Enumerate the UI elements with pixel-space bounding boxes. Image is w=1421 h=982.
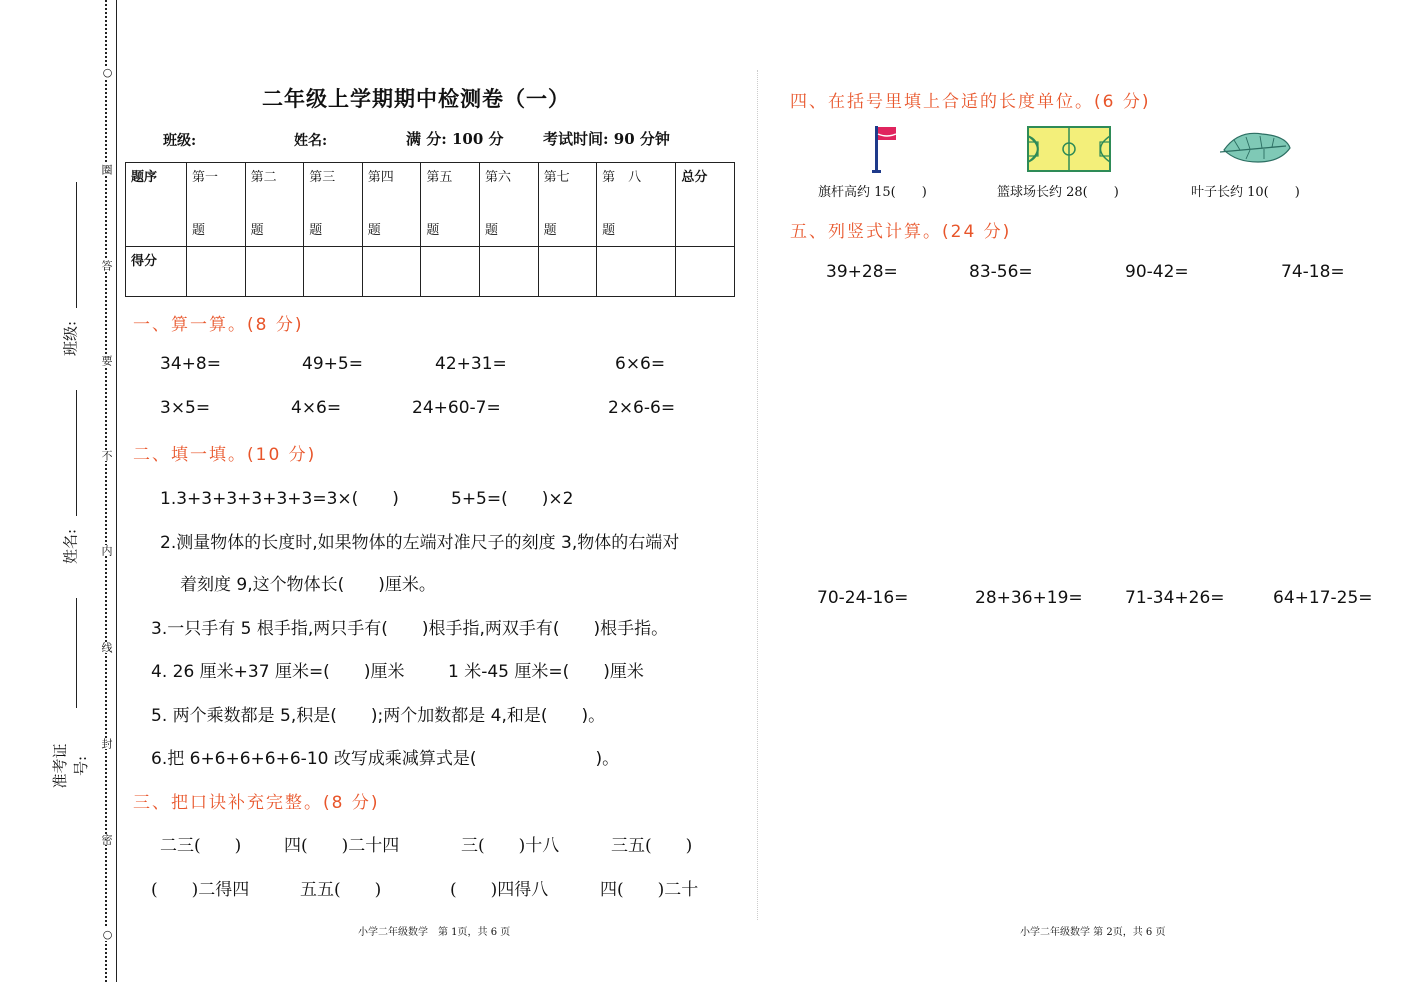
section-title: 四、在括号里填上合适的长度单位。	[790, 92, 1094, 112]
fill-item: 6.把 6+6+6+6+6-10 改写成乘减算式是( )。	[151, 749, 620, 769]
col-bottom: 题	[543, 223, 557, 238]
table-col-8	[597, 163, 676, 247]
col-top: 第一	[192, 170, 219, 185]
section-score: (24 分)	[942, 222, 1012, 242]
exam-id-blank-line[interactable]	[76, 598, 77, 708]
binding-char: 内	[100, 545, 113, 556]
section-3-heading	[133, 788, 379, 813]
page-1-footer: 小学二年级数学 第 1页，共 6 页	[358, 927, 511, 938]
rhyme-item: 五五( )	[300, 880, 382, 900]
col-bottom: 题	[484, 223, 498, 238]
rhyme-item: 四( )二十	[600, 880, 699, 900]
rhyme-item: 三五( )	[611, 836, 693, 856]
binding-char: ○	[101, 928, 114, 941]
section-score: (8 分)	[247, 315, 304, 335]
binding-char: ○	[101, 66, 114, 79]
leaf-icon	[1220, 128, 1292, 168]
fill-item: 1.3+3+3+3+3+3=3×( )	[160, 489, 399, 509]
name-blank-line[interactable]	[76, 390, 77, 516]
section-score: (8 分)	[323, 793, 380, 813]
table-col-7	[538, 163, 597, 247]
binding-char: 答	[100, 260, 113, 271]
fill-item: 4. 26 厘米+37 厘米=( )厘米	[151, 662, 405, 682]
col-top: 第五	[426, 170, 453, 185]
col-top: 第 八	[602, 170, 642, 185]
section-2-heading	[133, 440, 316, 465]
exam-id-label: 准考证号:	[51, 743, 90, 789]
col-bottom: 题	[426, 223, 440, 238]
rhyme-item: ( )四得八	[450, 880, 549, 900]
col-bottom: 题	[250, 223, 264, 238]
calc-item: 42+31=	[435, 354, 507, 374]
rhyme-item: 三( )十八	[461, 836, 560, 856]
binding-char: 要	[100, 355, 113, 366]
name-field: 姓名:	[294, 133, 328, 149]
col-top: 第四	[367, 170, 394, 185]
binding-char: 密	[100, 834, 113, 845]
unit-item-court: 篮球场长约 28( )	[997, 185, 1119, 200]
rhyme-item: 二三( )	[160, 836, 242, 856]
rhyme-item: ( )二得四	[151, 880, 250, 900]
calc-item: 3×5=	[160, 398, 211, 418]
section-title: 二、填一填。	[133, 445, 247, 465]
section-4-heading	[790, 87, 1150, 112]
score-cell[interactable]	[187, 247, 246, 297]
vertical-calc-item: 83-56=	[969, 262, 1033, 282]
binding-char: 封	[100, 738, 113, 749]
section-score: (6 分)	[1094, 92, 1151, 112]
section-5-heading	[790, 217, 1011, 242]
col-bottom: 题	[367, 223, 381, 238]
exam-time: 考试时间: 90 分钟	[543, 130, 670, 148]
score-cell[interactable]	[245, 247, 304, 297]
col-bottom: 题	[602, 223, 616, 238]
page-2-footer: 小学二年级数学 第 2页，共 6 页	[1020, 927, 1166, 938]
table-col-5	[421, 163, 480, 247]
table-col-6	[479, 163, 538, 247]
col-top: 第二	[250, 170, 277, 185]
fill-item: 5+5=( )×2	[451, 489, 574, 509]
score-cell[interactable]	[304, 247, 363, 297]
calc-item: 49+5=	[302, 354, 363, 374]
binding-char: 不	[100, 450, 113, 461]
fill-item: 着刻度 9,这个物体长( )厘米。	[180, 575, 436, 595]
table-col-1	[187, 163, 246, 247]
binding-solid-line	[116, 0, 117, 982]
vertical-calc-item: 90-42=	[1125, 262, 1189, 282]
page-title: 二年级上学期期中检测卷（一）	[262, 87, 570, 111]
vertical-calc-item: 71-34+26=	[1125, 588, 1225, 608]
table-header-total: 总分	[676, 163, 735, 247]
col-top: 第六	[484, 170, 511, 185]
flag-icon	[870, 124, 900, 174]
class-field: 班级:	[163, 133, 197, 149]
page-divider	[757, 70, 758, 920]
table-col-2	[245, 163, 304, 247]
calc-item: 24+60-7=	[412, 398, 501, 418]
col-top: 第七	[543, 170, 570, 185]
vertical-calc-item: 74-18=	[1281, 262, 1345, 282]
calc-item: 34+8=	[160, 354, 221, 374]
rhyme-item: 四( )二十四	[284, 836, 400, 856]
calc-item: 6×6=	[615, 354, 666, 374]
unit-item-leaf: 叶子长约 10( )	[1191, 185, 1300, 200]
fill-item: 5. 两个乘数都是 5,积是( );两个加数都是 4,和是( )。	[151, 706, 606, 726]
calc-item: 4×6=	[291, 398, 342, 418]
basketball-court-icon	[1027, 126, 1111, 172]
section-1-heading	[133, 310, 303, 335]
binding-char: 线	[100, 642, 113, 653]
score-cell[interactable]	[421, 247, 480, 297]
score-cell[interactable]	[676, 247, 735, 297]
class-label: 班级:	[61, 320, 80, 357]
vertical-calc-item: 64+17-25=	[1273, 588, 1373, 608]
calc-item: 2×6-6=	[608, 398, 676, 418]
vertical-calc-item: 28+36+19=	[975, 588, 1083, 608]
fill-item: 2.测量物体的长度时,如果物体的左端对准尺子的刻度 3,物体的右端对	[160, 533, 680, 553]
binding-char: 圈	[100, 164, 113, 175]
col-bottom: 题	[309, 223, 323, 238]
unit-item-flagpole: 旗杆高约 15( )	[818, 185, 927, 200]
table-header-order: 题序	[126, 163, 187, 247]
col-bottom: 题	[192, 223, 206, 238]
section-score: (10 分)	[247, 445, 317, 465]
score-cell[interactable]	[362, 247, 421, 297]
score-cell[interactable]	[597, 247, 676, 297]
class-blank-line[interactable]	[76, 182, 77, 308]
fill-item: 1 米-45 厘米=( )厘米	[448, 662, 644, 682]
vertical-calc-item: 39+28=	[826, 262, 898, 282]
vertical-calc-item: 70-24-16=	[817, 588, 909, 608]
col-top: 第三	[309, 170, 336, 185]
full-score: 满 分: 100 分	[406, 130, 504, 148]
section-title: 一、算一算。	[133, 315, 247, 335]
table-col-4	[362, 163, 421, 247]
score-table	[125, 162, 735, 297]
section-title: 三、把口诀补充完整。	[133, 793, 323, 813]
fill-item: 3.一只手有 5 根手指,两只手有( )根手指,两双手有( )根手指。	[151, 619, 669, 639]
section-title: 五、列竖式计算。	[790, 222, 942, 242]
score-cell[interactable]	[479, 247, 538, 297]
name-label: 姓名:	[61, 528, 80, 565]
table-col-3	[304, 163, 363, 247]
score-cell[interactable]	[538, 247, 597, 297]
table-header-score: 得分	[126, 247, 187, 297]
